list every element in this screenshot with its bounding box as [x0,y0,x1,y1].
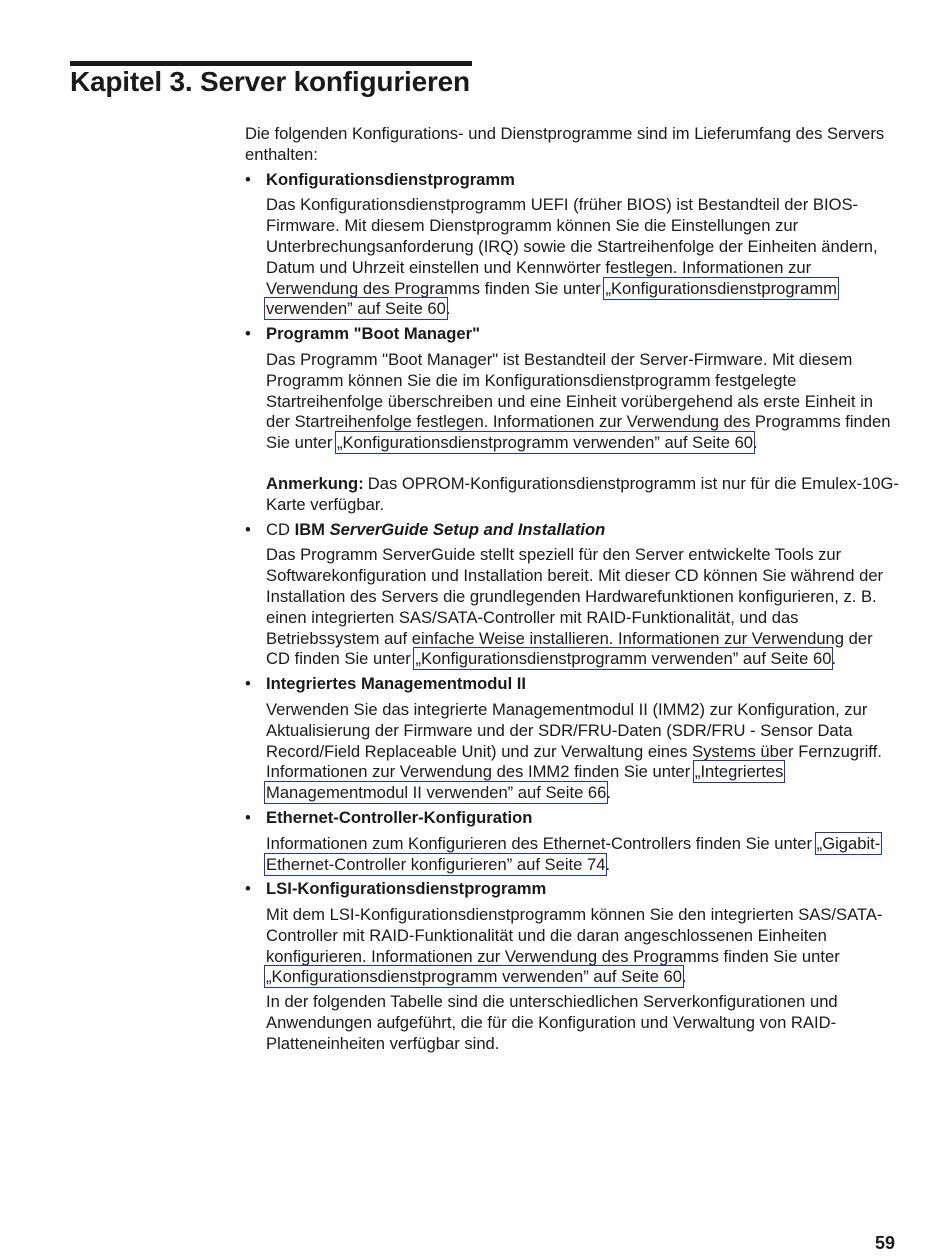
item-text: Mit dem LSI-Konfigurationsdienstprogramm können Sie den integrierten SAS/SATA-Controller mit RAID-Funktionalität und die daran angeschlossenen Einheiten konfigurieren. Informationen zur Verwendung des Programms finden Sie unter [266,905,883,966]
item-body [266,905,900,988]
item-title: Programm "Boot Manager" [266,324,480,344]
item-punctuation: . [682,967,687,987]
cross-reference-link[interactable]: „Integriertes Managementmodul II verwenden” auf Seite 66 [266,762,784,803]
list-item-serverguide [245,520,900,671]
list-item-lsi [245,879,900,988]
bullet-marker: • [245,674,251,694]
item-punctuation: . [445,299,451,319]
item-title: LSI-Konfigurationsdienstprogramm [266,879,547,899]
main-content [245,124,900,1055]
item-body [266,350,900,454]
note-text: Das OPROM-Konfigurationsdienstprogramm ist nur für die Emulex-10G-Karte verfügbar. [266,473,899,514]
item-punctuation: . [606,783,611,803]
tool-list [245,170,900,989]
item-title: Integriertes Managementmodul II [266,674,527,694]
item-title: Konfigurationsdienstprogramm [266,169,515,189]
list-item-konfigurationsdienstprogramm [245,170,900,321]
intro-paragraph: Die folgenden Konfigurations- und Dienstprogramme sind im Lieferumfang des Servers enthalten: [245,124,885,164]
cross-reference-link[interactable]: „Gigabit-Ethernet-Controller konfigurieren” auf Seite 74 [266,833,881,874]
item-text: Das Programm "Boot Manager" ist Bestandteil der Server-Firmware. Mit diesem Programm können Sie die im Konfigurationsdienstprogramm festgelegte Startreihenfolge überschreiben und eine Einheit vorübergehend als erste Einheit in der Startreihenfolge festlegen. Informationen zur Verwendung des Programms finden Sie unter [266,349,891,453]
item-title-product: ServerGuide Setup and Installation [329,519,606,539]
bullet-marker: • [245,169,251,189]
item-body [266,195,900,320]
item-text: Verwenden Sie das integrierte Managementmodul II (IMM2) zur Konfiguration, zur Aktualisierung der Firmware und der SDR/FRU-Daten (SDR/FRU - Sensor Data Record/Field Replaceable Unit) und zur Verwaltung eines Systems über Fernzugriff. Informationen zur Verwendung des IMM2 finden Sie unter [266,699,882,782]
cross-reference-link[interactable]: „Konfigurationsdienstprogramm verwenden” auf Seite 60 [337,433,754,453]
item-title-prefix: CD [266,519,295,539]
closing-paragraph: In der folgenden Tabelle sind die unterschiedlichen Serverkonfigurationen und Anwendungen aufgeführt, die für die Konfiguration und Verwaltung von RAID-Platteneinheiten verfügbar sind. [266,992,838,1053]
bullet-marker: • [245,519,251,539]
item-title: Ethernet-Controller-Konfiguration [266,807,533,827]
cross-reference-link[interactable]: „Konfigurationsdienstprogramm verwenden” auf Seite 60 [415,649,832,669]
note-label: Anmerkung: [266,473,364,493]
chapter-title: Kapitel 3. Server konfigurieren [70,66,470,97]
item-body [266,834,900,876]
bullet-marker: • [245,324,251,344]
item-punctuation: . [605,854,611,874]
item-text: Das Konfigurationsdienstprogramm UEFI (früher BIOS) ist Bestandteil der BIOS-Firmware. Mit diesem Dienstprogramm können Sie die Einstellungen zur Unterbrechungsanforderung (IRQ) sowie die Startreihenfolge der Einheiten ändern, Datum und Uhrzeit einstellen und Kennwörter festlegen. Informationen zur Verwendung des Programms finden Sie unter [266,195,878,298]
cross-reference-link[interactable]: „Konfigurationsdienstprogramm verwenden” auf Seite 60 [266,278,837,319]
list-item-ethernet-controller [245,808,900,875]
item-title-brand: IBM [294,519,330,539]
list-item-imm2 [245,674,900,804]
page-number: 59 [874,1233,895,1253]
item-title [266,520,900,541]
item-text: Das Programm ServerGuide stellt speziell für den Server entwickelte Tools zur Softwarekonfiguration und Installation bereit. Mit dieser CD können Sie während der Installation des Servers die grundlegenden Hardwarefunktionen konfigurieren, z. B. einen integrierten SAS/SATA-Controller mit RAID-Funktionalität, und das Betriebssystem auf einfache Weise installieren. Informationen zur Verwendung der CD finden Sie unter [266,545,884,669]
list-item-boot-manager [245,324,900,515]
cross-reference-link[interactable]: „Konfigurationsdienstprogramm verwenden” auf Seite 60 [266,967,682,987]
item-punctuation: . [831,649,837,669]
bullet-marker: • [245,879,251,899]
item-punctuation: . [753,433,758,453]
item-body [266,545,900,670]
bullet-marker: • [245,807,251,827]
item-text: Informationen zum Konfigurieren des Ethernet-Controllers finden Sie unter [266,833,817,853]
item-body [266,700,900,804]
note-paragraph [266,474,900,516]
